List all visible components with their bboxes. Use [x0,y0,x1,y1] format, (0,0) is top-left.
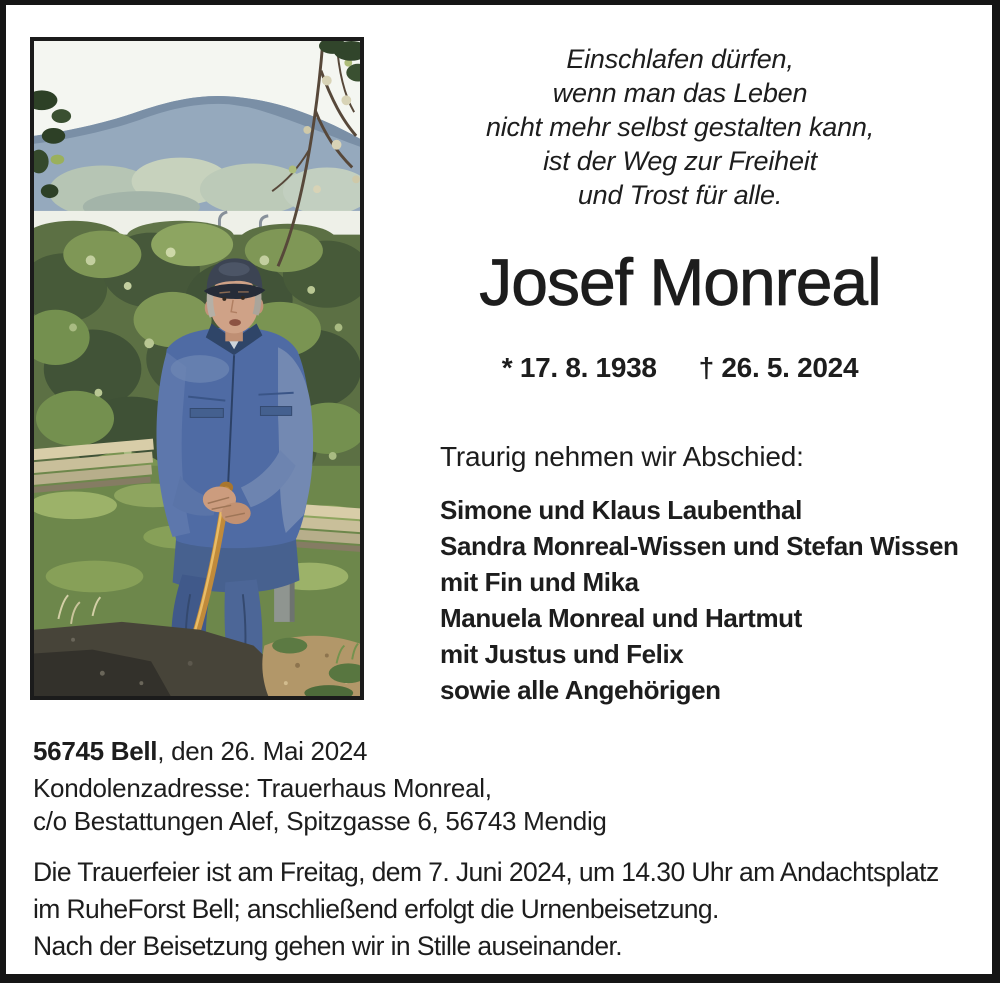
quote-line: und Trost für alle. [577,180,783,210]
mourner-line: mit Fin und Mika [440,567,639,597]
mourners-list [440,492,958,708]
place-name: 56745 Bell [33,736,158,766]
funeral-line: Die Trauerfeier ist am Freitag, dem 7. Juni 2024, um 14.30 Uhr am Andachtsplatz [33,857,939,887]
condolence-line: c/o Bestattungen Alef, Spitzgasse 6, 56743 Mendig [33,806,607,836]
condolence-line: Kondolenzadresse: Trauerhaus Monreal, [33,773,492,803]
deceased-name: Josef Monreal [479,245,881,319]
mourner-line: Simone und Klaus Laubenthal [440,495,802,525]
funeral-info [33,854,939,965]
mourner-line: Manuela Monreal und Hartmut [440,603,802,633]
condolence-address [33,772,607,838]
quote-line: nicht mehr selbst gestalten kann, [485,112,875,142]
funeral-line: Nach der Beisetzung gehen wir in Stille auseinander. [33,931,622,961]
funeral-line: im RuheForst Bell; anschließend erfolgt die Urnenbeisetzung. [33,894,719,924]
dateline-rest: , den 26. Mai 2024 [157,736,368,766]
quote-line: ist der Weg zur Freiheit [543,146,817,176]
memorial-quote [380,42,980,212]
death-date: † 26. 5. 2024 [698,352,859,383]
farewell-intro: Traurig nehmen wir Abschied: [440,441,804,472]
memorial-photo [30,37,364,700]
quote-line: Einschlafen dürfen, [566,44,794,74]
quote-line: wenn man das Leben [552,78,808,108]
place-dateline [33,736,367,767]
life-dates [380,352,980,384]
birth-date: * 17. 8. 1938 [501,352,657,383]
mourner-line: sowie alle Angehörigen [440,675,721,705]
mourner-line: Sandra Monreal-Wissen und Stefan Wissen [440,531,959,561]
mourner-line: mit Justus und Felix [440,639,684,669]
